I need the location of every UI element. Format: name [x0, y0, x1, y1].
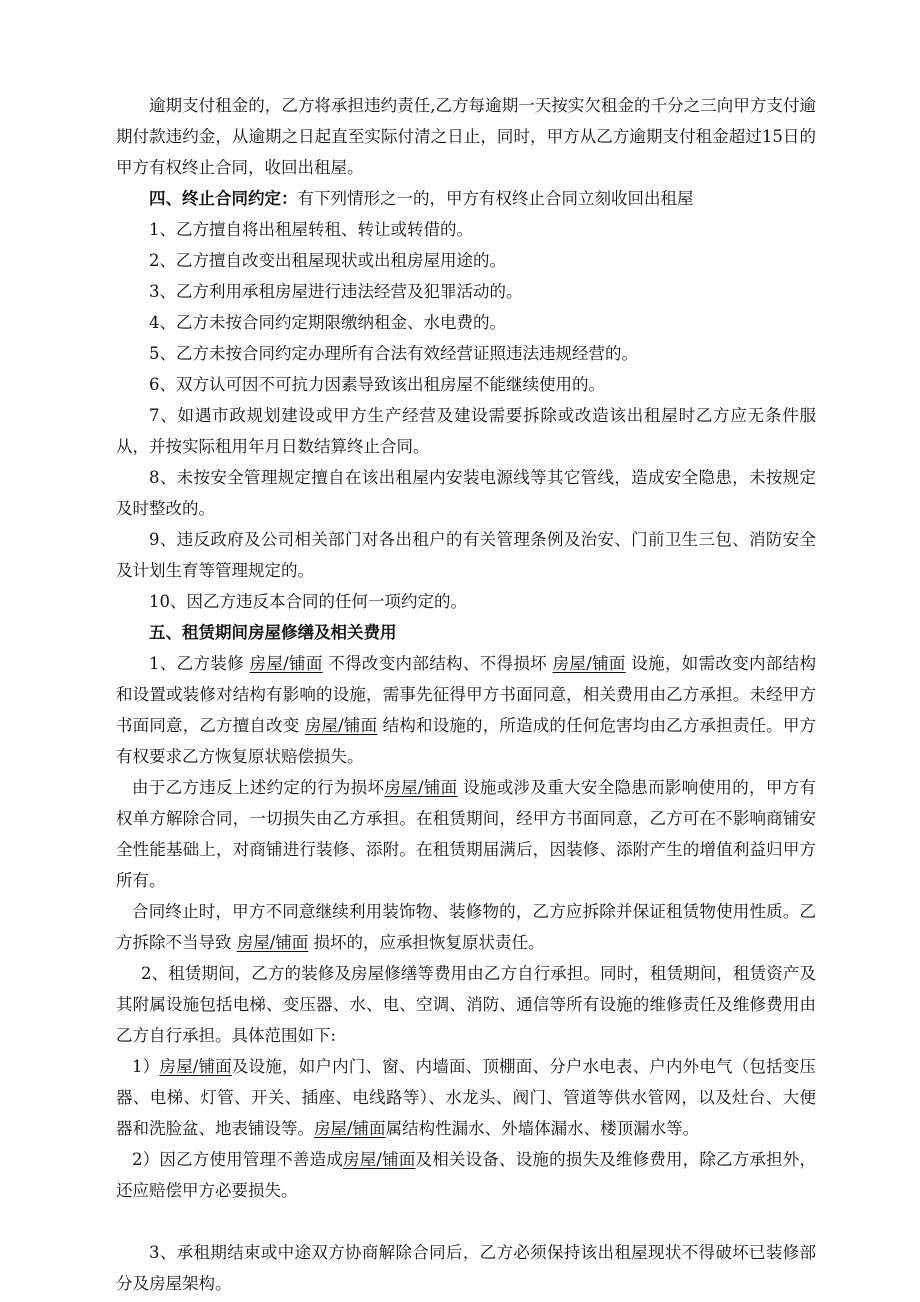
text-run: 不得改变内部结构、不得损坏 [322, 654, 553, 673]
text-run: 1） [132, 1057, 160, 1076]
termination-item: 9、违反政府及公司相关部门对各出租户的有关管理条例及治安、门前卫生三包、消防安全及计划生育等管理规定的。 [116, 530, 816, 580]
premises-underline: 房屋/铺面 [249, 654, 323, 673]
text-run: 合同终止时，甲方不同意继续利用装饰物、装修物的，乙方应拆除并保证租赁物使用性质。乙方拆除不当导致 [116, 902, 816, 952]
premises-underline: 房屋/铺面 [343, 1150, 416, 1169]
termination-item: 3、乙方利用承租房屋进行违法经营及犯罪活动的。 [149, 282, 523, 301]
termination-item: 4、乙方未按合同约定期限缴纳租金、水电费的。 [149, 313, 506, 332]
document-page [116, 90, 816, 1299]
section-4-title: 四、终止合同约定： [149, 189, 298, 208]
termination-item: 10、因乙方违反本合同的任何一项约定的。 [149, 592, 467, 611]
termination-item: 2、乙方擅自改变出租屋现状或出租房屋用途的。 [149, 251, 506, 270]
premises-underline: 房屋/铺面 [236, 933, 309, 952]
damage-paragraph [116, 772, 816, 896]
scope-item-2 [116, 1144, 816, 1206]
section-5-title: 五、租赁期间房屋修缮及相关费用 [149, 623, 397, 642]
maintenance-cost-paragraph: 2、租赁期间，乙方的装修及房屋修缮等费用由乙方自行承担。同时，租赁期间，租赁资产及其附属设施包括电梯、变压器、水、电、空调、消防、通信等所有设施的维修责任及维修费用由乙方自行承担。具体范围如下: [116, 964, 816, 1045]
section-4-heading-line [116, 183, 816, 214]
text-run: 及相关设备、设施的损失及维修费用，除乙方承担外，还应赔偿甲方必要损失。 [116, 1150, 816, 1200]
premises-underline: 房屋/铺面 [314, 1119, 386, 1138]
text-run: 结构和设施的，所造成的任何危害均由乙方承担责任。甲方有权要求乙方恢复原状赔偿损失。 [116, 716, 817, 766]
text-run: 损坏的，应承担恢复原状责任。 [308, 933, 545, 952]
blank-line [116, 1206, 816, 1237]
termination-item: 6、双方认可因不可抗力因素导致该出租房屋不能继续使用的。 [149, 375, 605, 394]
text-run: 由于乙方违反上述约定的行为损坏 [132, 778, 385, 797]
text-run: 设施，如需改变内部结构和设置或装修对结构有影响的设施，需事先征得甲方书面同意，相关费用由乙方承担。未经甲方书面同意，乙方擅自改变 [116, 654, 817, 735]
scope-item-1 [116, 1051, 816, 1144]
overdue-rent-paragraph: 逾期支付租金的，乙方将承担违约责任,乙方每逾期一天按实欠租金的千分之三向甲方支付逾期付款违约金，从逾期之日起直至实际付清之日止，同时，甲方从乙方逾期支付租金超过15日的甲方有权终止合同，收回出租屋。 [116, 96, 816, 177]
text-run: 及设施，如户内门、窗、内墙面、顶棚面、分户水电表、户内外电气（包括变压器、电梯、灯管、开关、插座、电线路等）、水龙头、阀门、管道等供水管网，以及灶台、大便器和洗脸盆、地表铺设等。 [116, 1057, 817, 1138]
premises-underline: 房屋/铺面 [384, 778, 458, 797]
section-4-intro: 有下列情形之一的，甲方有权终止合同立刻收回出租屋 [297, 189, 694, 208]
termination-restore-paragraph [116, 896, 816, 958]
premises-underline: 房屋/铺面 [304, 716, 378, 735]
renovation-paragraph [116, 648, 816, 772]
termination-item: 5、乙方未按合同约定办理所有合法有效经营证照违法违规经营的。 [149, 344, 638, 363]
text-run: 设施或涉及重大安全隐患而影响使用的，甲方有权单方解除合同，一切损失由乙方承担。在租赁期间，经甲方书面同意，乙方可在不影响商铺安全性能基础上，对商铺进行装修、添附。在租赁期届满后，因装修、添附产生的增值利益归甲方所有。 [116, 778, 816, 890]
termination-item: 1、乙方擅自将出租屋转租、转让或转借的。 [149, 220, 473, 239]
lease-end-paragraph: 3、承租期结束或中途双方协商解除合同后，乙方必须保持该出租屋现状不得破坏已装修部分及房屋架构。 [116, 1243, 816, 1293]
termination-item: 8、未按安全管理规定擅自在该出租屋内安装电源线等其它管线，造成安全隐患，未按规定及时整改的。 [116, 468, 816, 518]
premises-underline: 房屋/铺面 [159, 1057, 232, 1076]
text-run: 属结构性漏水、外墙体漏水、楼顶漏水等。 [385, 1119, 700, 1138]
text-run: 1、乙方装修 [149, 654, 250, 673]
premises-underline: 房屋/铺面 [552, 654, 626, 673]
text-run: 2）因乙方使用管理不善造成 [132, 1150, 344, 1169]
termination-item: 7、如遇市政规划建设或甲方生产经营及建设需要拆除或改造该出租屋时乙方应无条件服从，并按实际租用年月日数结算终止合同。 [116, 406, 816, 456]
